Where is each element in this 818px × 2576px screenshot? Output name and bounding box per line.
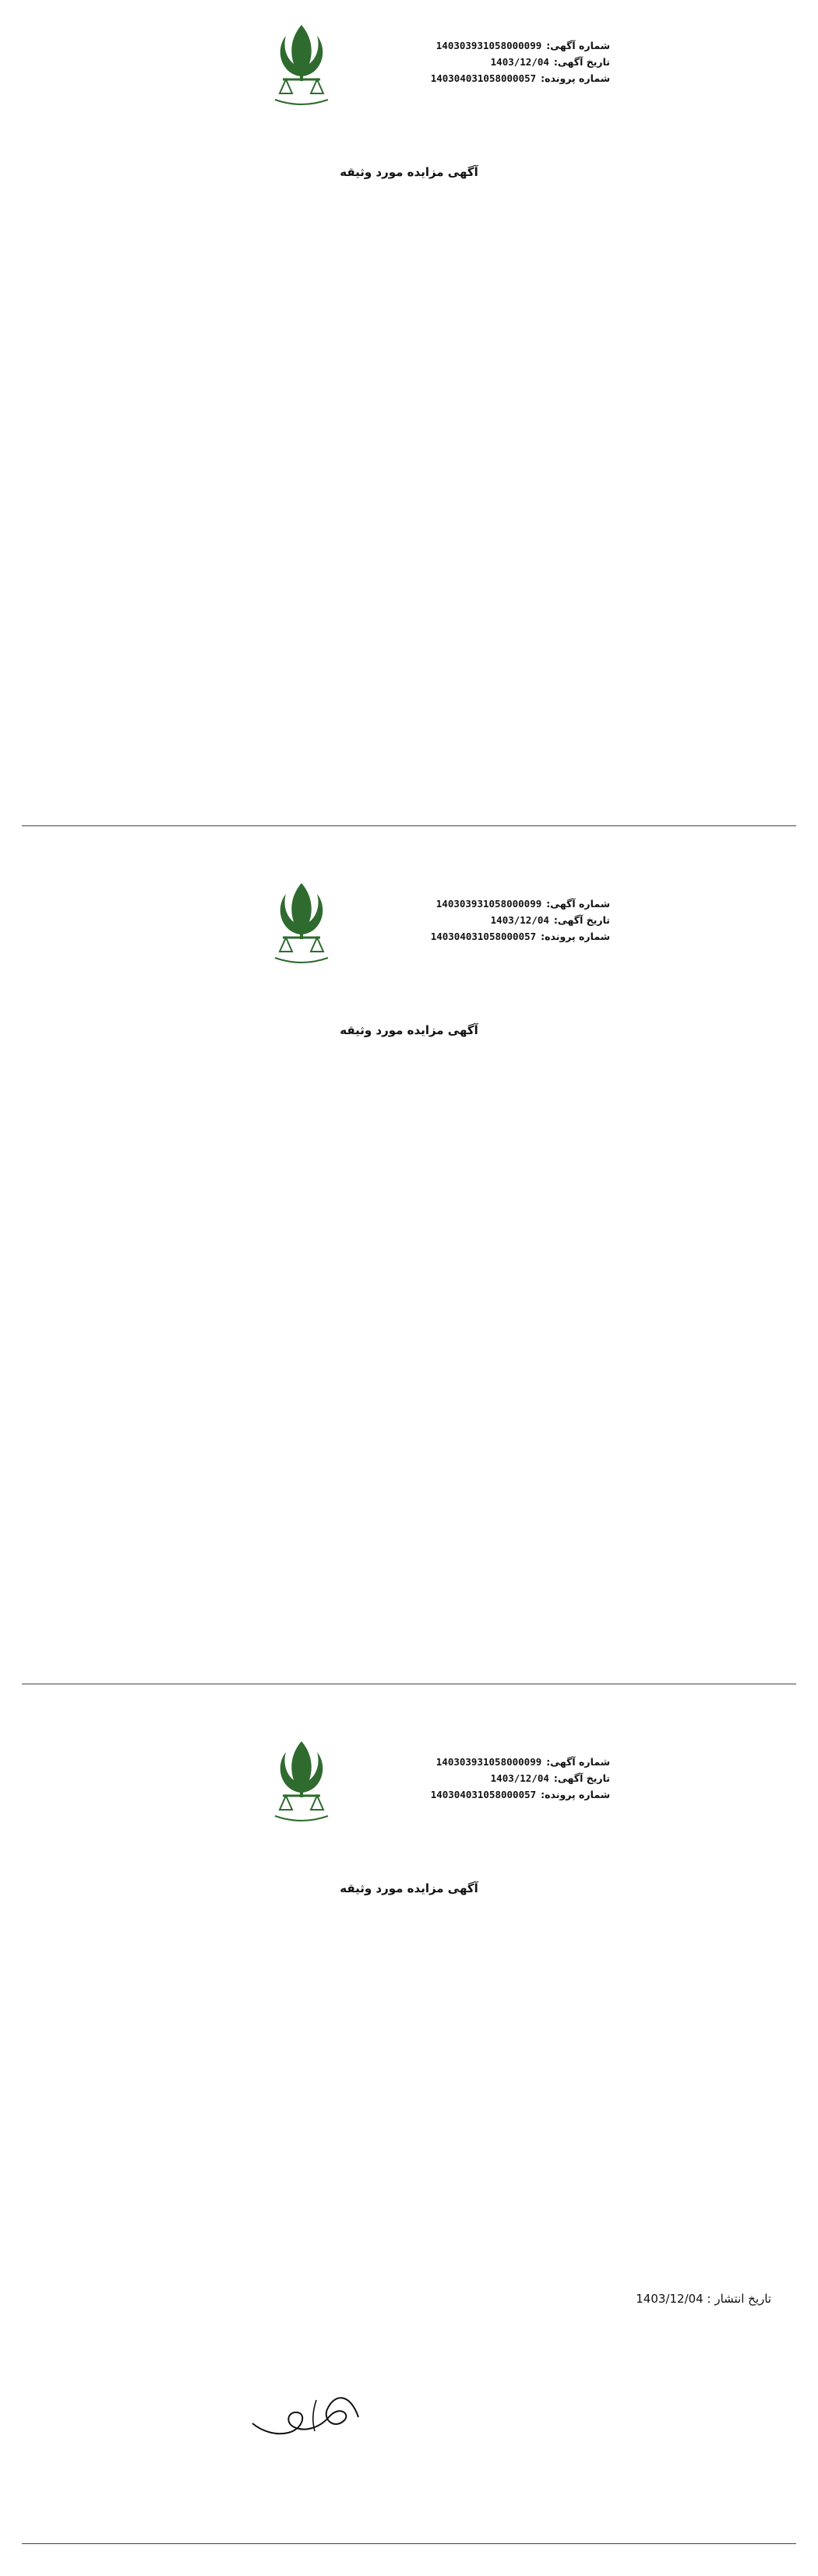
ad-heading: آگهی مزایده مورد وثیقه	[340, 1881, 478, 1895]
meta-ad-number: شماره آگهی: 140303931058000099	[435, 898, 610, 910]
meta-ad-date: تاریخ آگهی: 1403/12/04	[490, 56, 610, 68]
page-footer	[22, 825, 796, 850]
publication-date: تاریخ انتشار : 1403/12/04	[636, 2292, 771, 2306]
meta-file-number: شماره پرونده: 140304031058000057	[430, 931, 610, 942]
publication-block	[304, 2289, 771, 2308]
ad-body-text	[30, 216, 788, 824]
meta-ad-date: تاریخ آگهی: 1403/12/04	[490, 1772, 610, 1784]
ad-page-2	[0, 858, 818, 1716]
page-header	[0, 1735, 818, 1883]
iran-emblem-icon	[269, 877, 334, 970]
ad-heading: آگهی مزایده مورد وثیقه	[340, 165, 478, 179]
page-header	[0, 877, 818, 1025]
meta-ad-date: تاریخ آگهی: 1403/12/04	[490, 914, 610, 926]
meta-ad-number: شماره آگهی: 140303931058000099	[435, 40, 610, 51]
page-footer	[22, 1684, 796, 1708]
ad-body-text	[30, 1913, 788, 2279]
ad-meta	[427, 37, 610, 86]
ad-page-1	[0, 0, 818, 858]
ad-page-3	[0, 1716, 818, 2576]
page-footer	[22, 2543, 796, 2567]
ad-meta	[427, 896, 610, 945]
meta-ad-number: شماره آگهی: 140303931058000099	[435, 1756, 610, 1768]
meta-file-number: شماره پرونده: 140304031058000057	[430, 1789, 610, 1800]
ad-body-text	[30, 1054, 788, 1662]
ad-meta	[427, 1754, 610, 1803]
iran-emblem-icon	[269, 19, 334, 112]
iran-emblem-icon	[269, 1735, 334, 1828]
meta-file-number: شماره پرونده: 140304031058000057	[430, 72, 610, 84]
signature-image	[242, 2386, 374, 2442]
ad-heading: آگهی مزایده مورد وثیقه	[340, 1023, 478, 1037]
page-header	[0, 19, 818, 167]
